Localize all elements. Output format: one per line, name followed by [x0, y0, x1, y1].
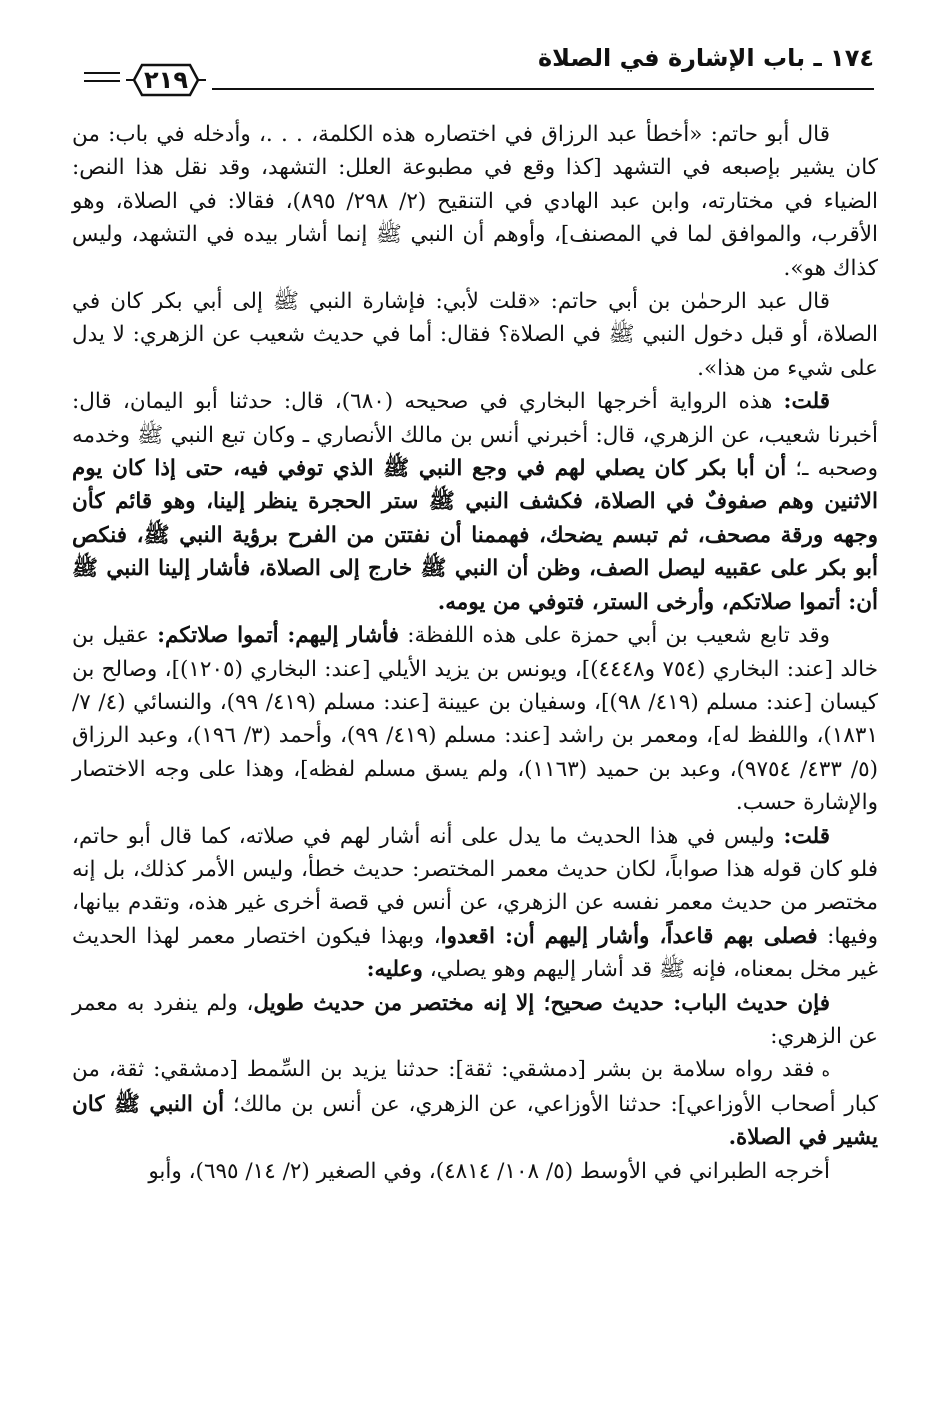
paragraph — [72, 619, 878, 819]
text-run: وقد تابع شعيب بن أبي حمزة على هذه اللفظة: — [399, 623, 831, 649]
bold-text-run: وعليه: — [366, 957, 423, 983]
paragraph — [72, 385, 878, 619]
bold-text-run: قلت: — [783, 389, 830, 415]
bold-text-run: فصلى بهم قاعداً، وأشار إليهم أن: اقعدوا — [440, 923, 818, 949]
text-run: قال عبد الرحمٰن بن أبي حاتم: «قلت لأبي: فإشارة النبي ﷺ إلى أبي بكر كان في الصلاة، أو قبل دخول النبي ﷺ في الصلاة؟ فقال: أما في حديث شعيب عن الزهري: لا يدل على شيء من هذا». — [72, 289, 878, 381]
paragraph — [72, 1155, 878, 1188]
bold-text-run: قلت: — [783, 823, 830, 849]
header-rule — [212, 88, 874, 90]
paragraph — [72, 118, 878, 285]
header-rule-double — [84, 72, 120, 82]
text-run: هذه الرواية أخرجها البخاري في صحيحه (٦٨٠)، قال: حدثنا أبو اليمان، قال: أخبرنا شعيب، عن الزهري، قال: أخبرني أنس بن مالك الأنصاري ـ وكان تبع النبي ﷺ وخدمه وصحبه ـ؛ — [72, 389, 878, 482]
text-run: قال أبو حاتم: «أخطأ عبد الرزاق في اختصاره هذه الكلمة، . . .، وأدخله في باب: من كان يشير بإصبعه في التشهد [كذا وقع في مطبوعة العلل: التشهد، وقد نقل هذا النص: الضياء في مختارته، وابن عبد الهادي في التنقيح (٢/ ٢٩٨/ ٨٩٥)، فقالا: في الصلاة، وهو الأقرب، والموافق لما في المصنف]، وأوهم أن النبي ﷺ إنما أشار بيده في التشهد، وليس كذاك هو». — [72, 122, 879, 281]
bold-text-run: أن النبي ﷺ كان يشير في الصلاة. — [72, 1091, 878, 1151]
paragraph — [72, 987, 878, 1054]
bold-text-run: فإن حديث الباب: حديث صحيح؛ إلا إنه مختصر من حديث طويل — [253, 990, 830, 1016]
paragraph — [72, 820, 878, 987]
chapter-title: ١٧٤ ـ باب الإشارة في الصلاة — [537, 44, 874, 72]
paragraph — [72, 1053, 878, 1154]
text-run: عقيل بن خالد [عند: البخاري (٧٥٤ و٤٤٤٨)]، ويونس بن يزيد الأيلي [عند: البخاري (١٢٠٥)]، وصالح بن كيسان [عند: مسلم (٤١٩/ ٩٨)]، وسفيان بن عيينة [عند: مسلم (٤١٩/ ٩٩)، والنسائي (٤/ ٧/ ١٨٣١)، واللفظ له]، ومعمر بن راشد [عند: مسلم (٤١٩/ ٩٩)، وأحمد (٣/ ١٩٦)، وعبد الرزاق (٥/ ٤٣٣/ ٩٧٥٤)، وعبد بن حميد (١١٦٣)، ولم يسق مسلم لفظه]، وهذا على وجه الاختصار والإشارة حسب. — [72, 623, 879, 816]
bold-text-run: فأشار إليهم: أتموا صلاتكم: — [157, 623, 400, 649]
bold-text-run: أن أبا بكر كان يصلي لهم في وجع النبي ﷺ الذي توفي فيه، حتى إذا كان يوم الاثنين وهم صفوفٌ في الصلاة، فكشف النبي ﷺ ستر الحجرة ينظر إلينا، وهو قائم كأن وجهه ورقة مصحف، ثم تبسم يضحك، فهممنا أن نفتتن من الفرح برؤية النبي ﷺ، فنكص أبو بكر على عقبيه ليصل الصف، وظن أن النبي ﷺ خارج إلى الصلاة، فأشار إلينا النبي ﷺ أن: أتموا صلاتكم، وأرخى الستر، فتوفي من يومه. — [72, 456, 878, 615]
text-run: أخرجه الطبراني في الأوسط (٥/ ١٠٨/ ٤٨١٤)، وفي الصغير (٢/ ١٤/ ٦٩٥)، وأبو — [148, 1158, 830, 1184]
text-run: ، ولم ينفرد به معمر عن الزهري: — [72, 990, 878, 1049]
text-run: ، وبهذا فيكون اختصار معمر لهذا الحديث غير مخل بمعناه، فإنه ﷺ قد أشار إليهم وهو يصلي، — [72, 923, 878, 983]
page-header — [80, 44, 874, 104]
body-text — [72, 118, 878, 1188]
text-run: فقد رواه سلامة بن بشر [دمشقي: ثقة]: حدثنا يزيد بن السِّمط [دمشقي: ثقة، من كبار أصحاب الأوزاعي]: حدثنا الأوزاعي، عن الزهري، عن أنس بن مالك؛ — [72, 1057, 878, 1117]
page-number: ٢١٩ — [144, 66, 188, 94]
bullet-marker: ه — [814, 1061, 830, 1081]
text-run: وليس في هذا الحديث ما يدل على أنه أشار لهم في صلاته، كما قال أبو حاتم، فلو كان قوله هذا صواباً، لكان حديث معمر المختصر: حديث خطأ، وليس الأمر كذلك، بل إنه مختصر من حديث معمر نفسه عن الزهري، عن أنس في قصة أخرى غير هذه، وتقدم بيانها، وفيها: — [72, 823, 879, 949]
paragraph — [72, 285, 878, 385]
page-number-frame — [124, 62, 208, 98]
